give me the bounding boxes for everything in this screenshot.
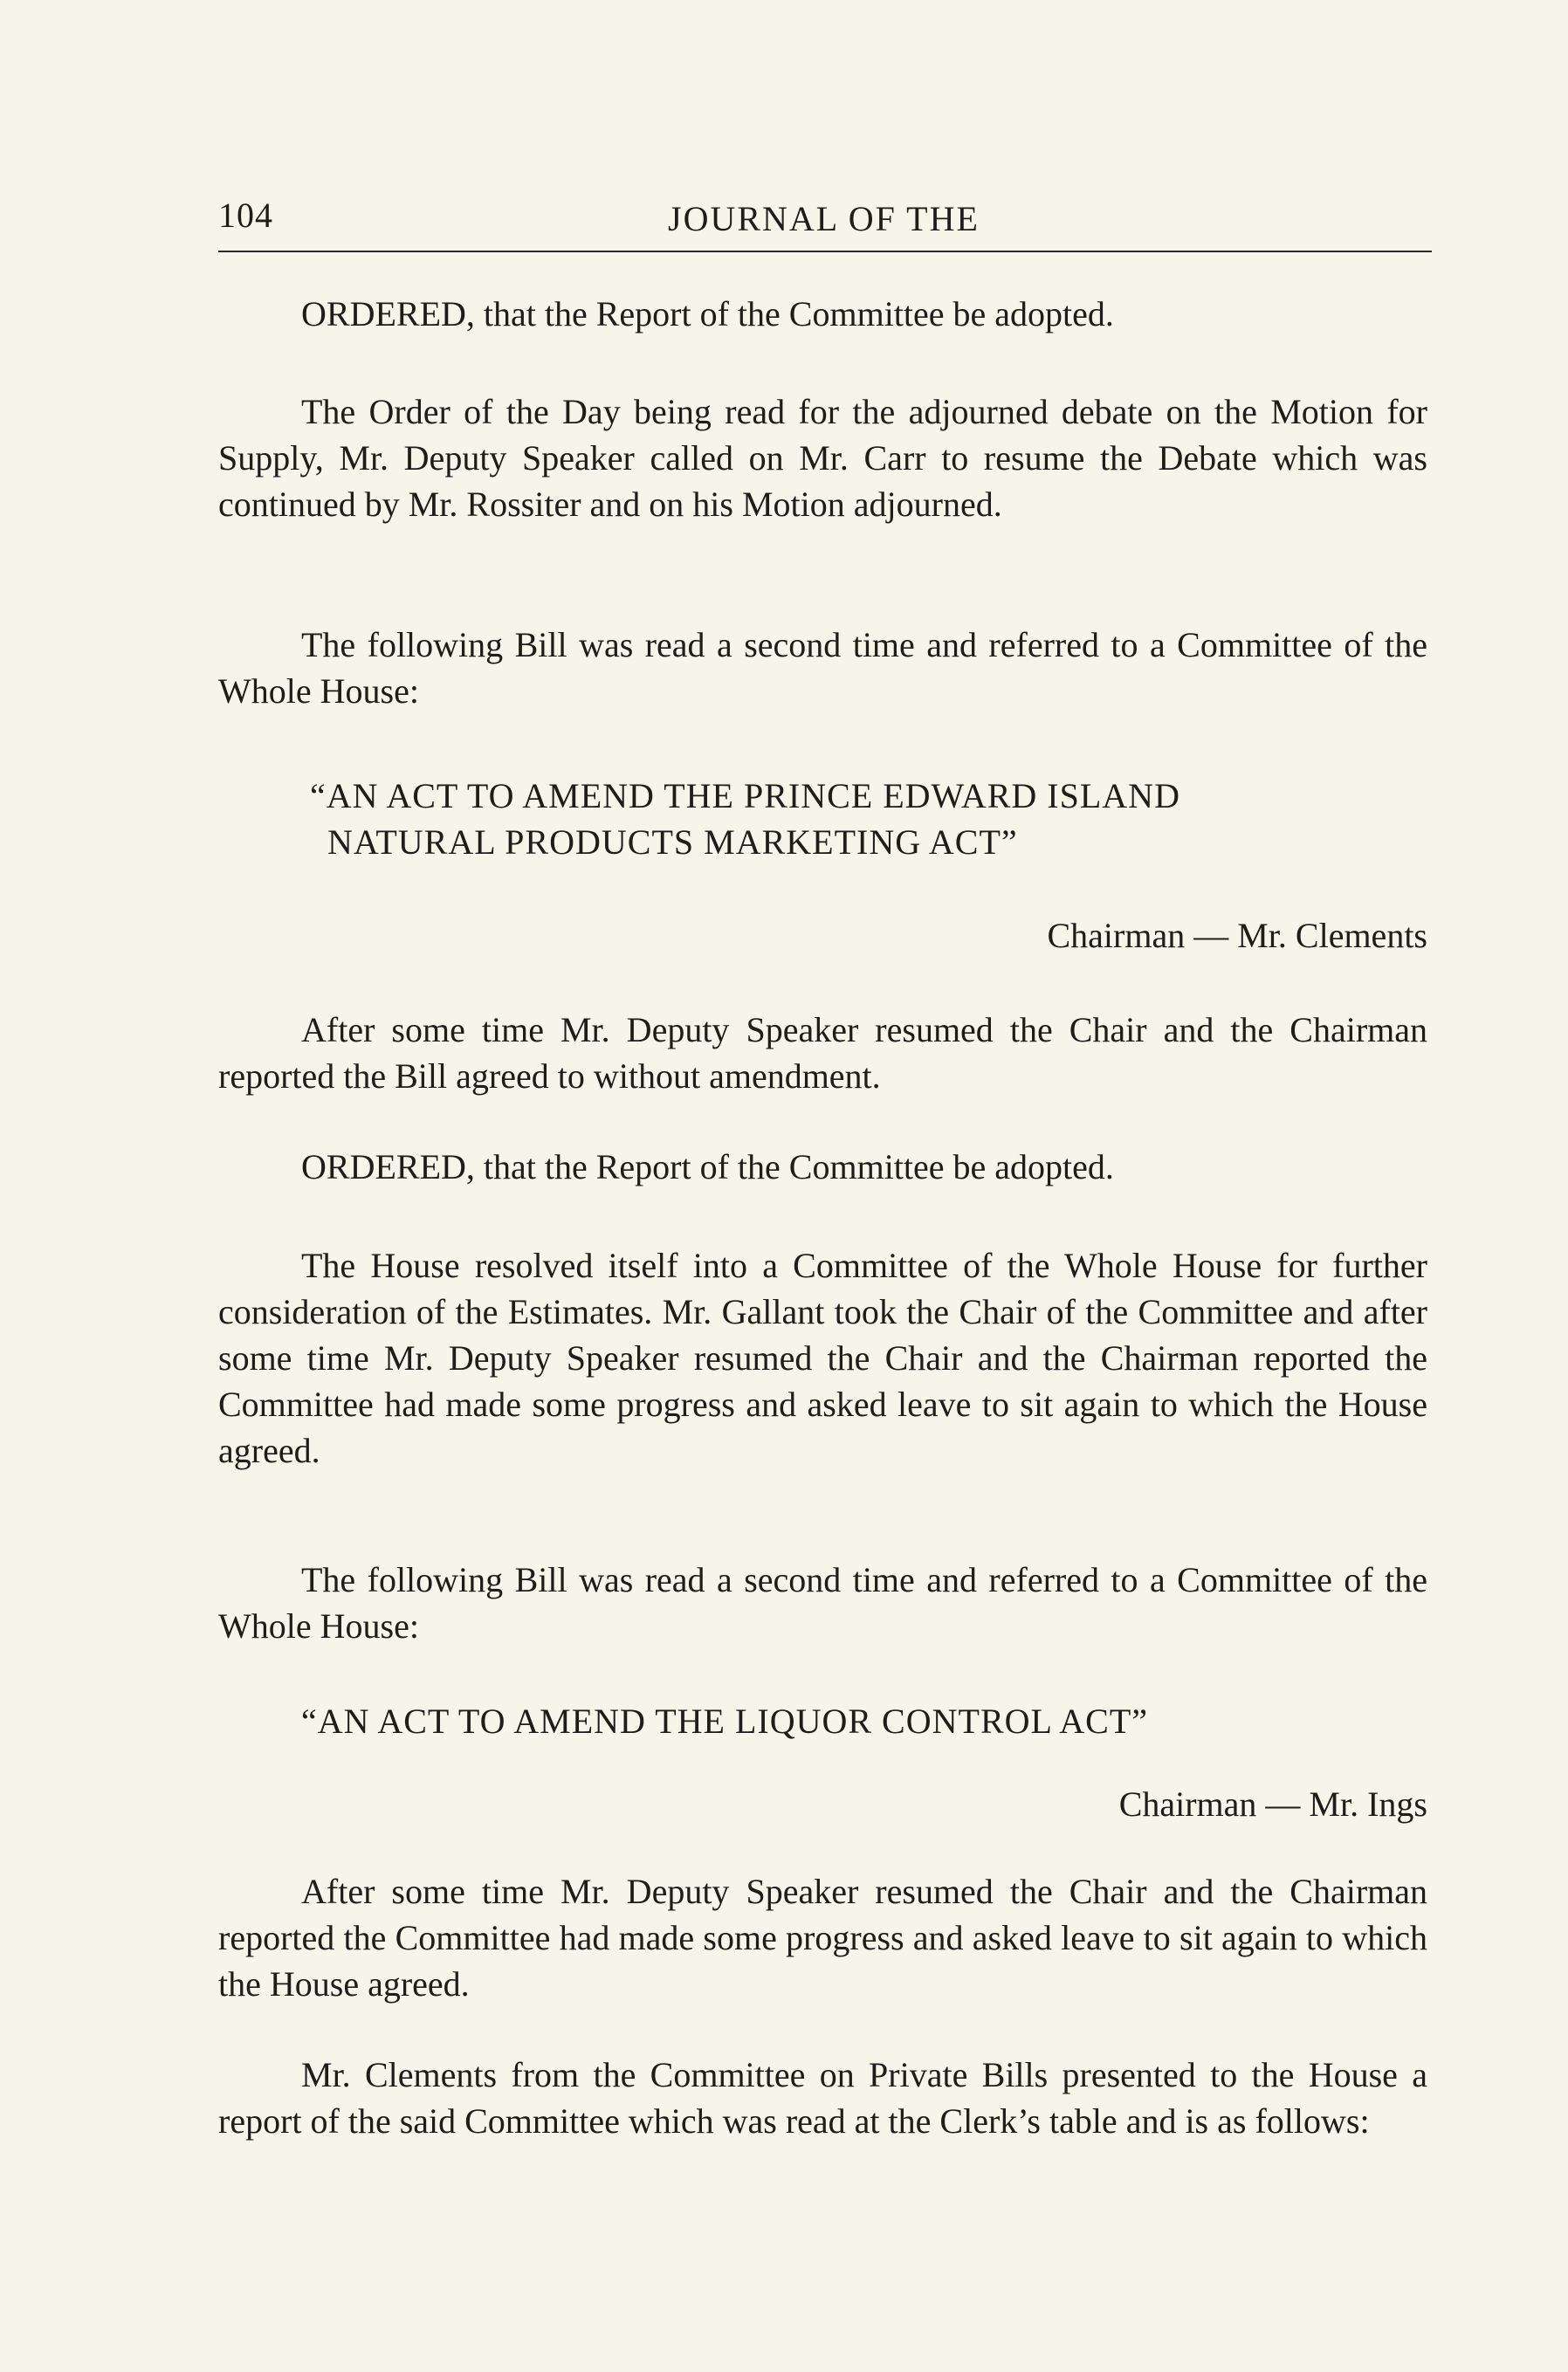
bill-title-line-1: “AN ACT TO AMEND THE PRINCE EDWARD ISLAND [310,776,1180,815]
bill-title-natural-products [218,773,1427,865]
committee-progress-paragraph: After some time Mr. Deputy Speaker resumed the Chair and the Chairman reported the Committee had made some progress and asked leave to sit again to which the House agreed. [218,1872,1427,2004]
bill-title-liquor-control: “AN ACT TO AMEND THE LIQUOR CONTROL ACT” [301,1702,1148,1741]
ordered-adopted-paragraph: ORDERED, that the Report of the Committee be adopted. [301,294,1114,333]
bill-title-line-2: NATURAL PRODUCTS MARKETING ACT” [327,822,1018,862]
bill-second-reading-paragraph: The following Bill was read a second time and referred to a Committee of the Whole House: [218,625,1427,711]
page-number: 104 [218,196,273,235]
running-head: JOURNAL OF THE [668,199,980,238]
ordered-adopted-paragraph-2: ORDERED, that the Report of the Committee be adopted. [301,1147,1114,1186]
estimates-committee-paragraph: The House resolved itself into a Committee of the Whole House for further consideration of the Estimates. Mr. Gallant took the Chair of the Committee and after some time Mr. Deputy Speaker resumed the Chair and the Chairman reported the Committee had made some progress and asked leave to sit again to which the House agreed. [218,1246,1427,1470]
chairman-ings: Chairman — Mr. Ings [1118,1784,1427,1824]
bill-agreed-paragraph: After some time Mr. Deputy Speaker resumed the Chair and the Chairman reported the Bill agreed to without amendment. [218,1010,1427,1096]
bill-second-reading-paragraph-2: The following Bill was read a second time and referred to a Committee of the Whole House: [218,1560,1427,1646]
private-bills-report-paragraph: Mr. Clements from the Committee on Private Bills presented to the House a report of the said Committee which was read at the Clerk’s table and is as follows: [218,2055,1427,2141]
supply-debate-paragraph: The Order of the Day being read for the adjourned debate on the Motion for Supply, Mr. Deputy Speaker called on Mr. Carr to resume the Debate which was continued by Mr. Rossiter and on his Motion adjourned. [218,392,1427,524]
chairman-clements: Chairman — Mr. Clements [1047,916,1427,955]
page-header [218,188,1432,252]
